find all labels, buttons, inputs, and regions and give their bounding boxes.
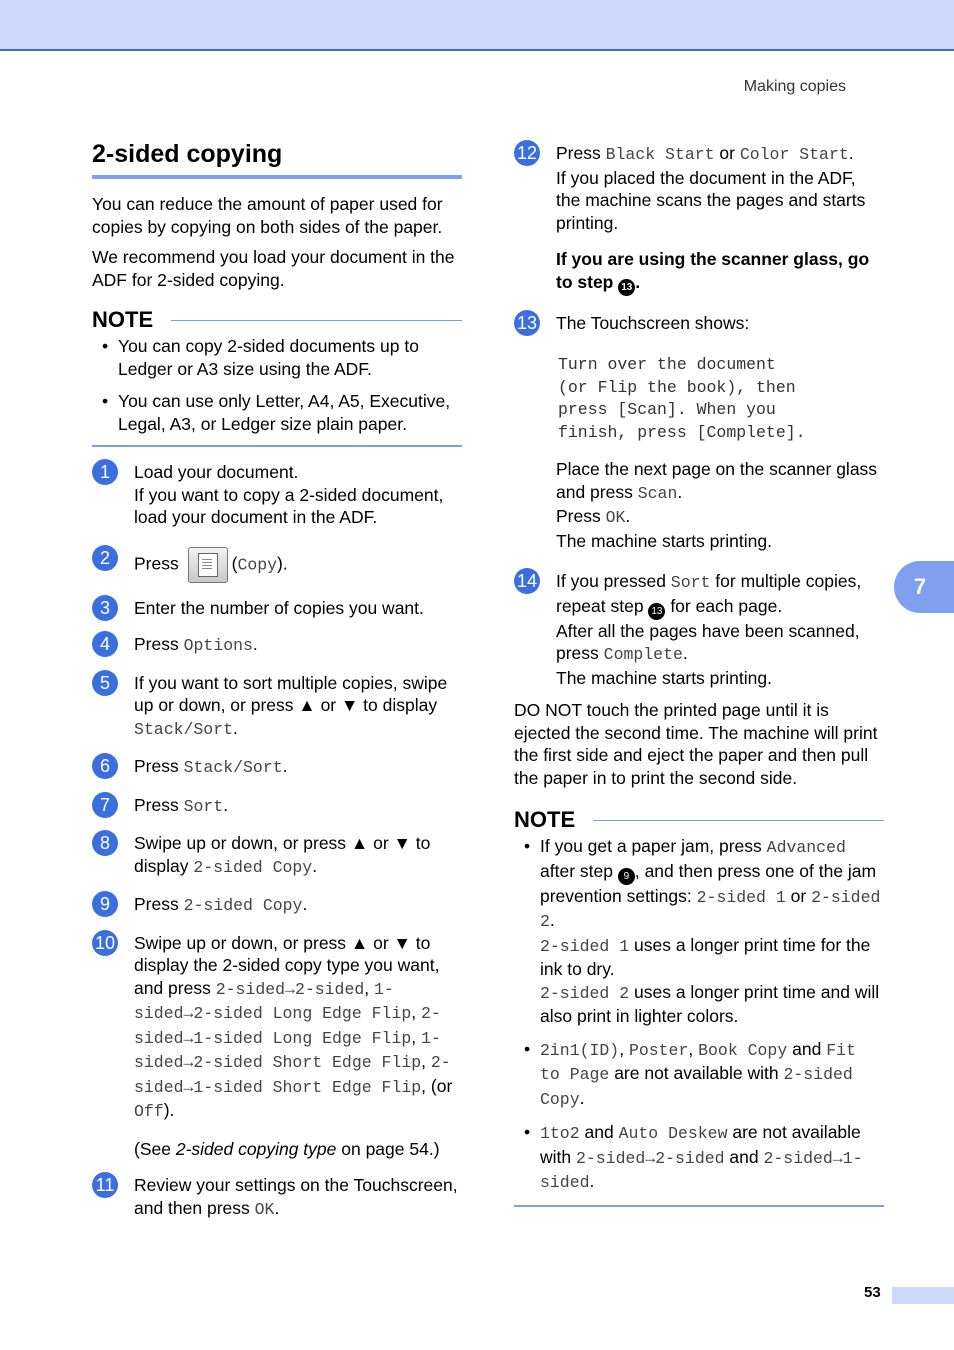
step-number: 12 [514, 140, 540, 166]
step-text: If you want to copy a 2-sided document, load your document in the ADF. [134, 484, 444, 527]
option-code: 2-sided→1-sided Short Edge Flip [134, 1053, 451, 1097]
bold-text: If you are using the scanner glass, go to step [556, 249, 870, 292]
step-number: 1 [92, 459, 118, 485]
intro-paragraph-1: You can reduce the amount of paper used for copies by copying on both sides of the paper. [92, 194, 443, 237]
note-label: NOTE [514, 807, 576, 832]
copy-icon[interactable] [188, 547, 228, 583]
step-number: 10 [92, 930, 118, 956]
header-bar [0, 0, 954, 51]
step-number: 11 [92, 1172, 118, 1198]
step-code: Black Start [605, 145, 715, 164]
screen-line: Turn over the document [558, 355, 776, 374]
screen-line: (or Flip the book), then [558, 377, 796, 397]
step-text: or [719, 143, 735, 163]
step-number: 2 [92, 545, 118, 571]
step-code: Stack/Sort [183, 758, 283, 777]
note-code: 2-sided→1-sided [540, 1148, 863, 1192]
place-text: Place the next page on the scanner glass and press [556, 459, 878, 502]
note-label: NOTE [92, 307, 154, 332]
step-ref-icon: 13 [648, 603, 665, 620]
step-code: Scan [637, 483, 678, 503]
step-code: Sort [670, 573, 711, 592]
note-heading [514, 807, 884, 833]
note-heading [92, 307, 462, 333]
page-number-bar [892, 1287, 954, 1304]
step-11: 11 Review your settings on the Touchscreen, and then press OK. [92, 1174, 462, 1221]
note-item: • 1to2 and Auto Deskew are not available with 2-sided→2-sided and 2-sided→1-sided. [540, 1121, 884, 1195]
section-header: Making copies [743, 78, 846, 95]
note-text: and [584, 1122, 614, 1142]
touchscreen-message [558, 354, 884, 444]
note-text: and [729, 1146, 759, 1167]
after-text: After all the pages have been scanned, press [556, 620, 860, 663]
step-text: Load your document. [134, 462, 299, 482]
note-text: or [790, 885, 807, 906]
step-code: 2-sided Copy [193, 857, 313, 877]
step-text: The Touchscreen shows: [556, 312, 750, 333]
step-number: 8 [92, 830, 118, 856]
note-code: 2-sided 2 [540, 983, 630, 1003]
step-code: Stack/Sort [134, 719, 234, 739]
note-code: 2-sided Copy [540, 1065, 853, 1109]
step-1 [92, 461, 462, 529]
note-text: after step [540, 860, 613, 881]
step-10: 10 Swipe up or down, or press ▲ or ▼ to display the 2-sided copy type you want, and press 2-sided→2-sided, 1-sided→2-sided Long Edge Flip, 2-sided→1-sided Long Edge Flip, 1-sided→2-sided Short Edge Flip, 2-sided→1-sided Short Edge Flip, (or Off). (See 2-sided copying type on page 54.) [92, 932, 462, 1161]
screen-line: press [Scan]. When you [558, 400, 776, 419]
step-3 [92, 597, 462, 620]
step-text: If you placed the document in the ADF, the machine scans the pages and starts printing. [556, 167, 866, 233]
step-number: 9 [92, 891, 118, 917]
see-suffix: on page 54.) [341, 1138, 440, 1159]
step-text: Press [134, 756, 179, 776]
note-item: • You can copy 2-sided documents up to Ledger or A3 size using the ADF. [118, 335, 462, 380]
note-code: Book Copy [698, 1040, 788, 1060]
note-code: 1to2 [540, 1124, 580, 1143]
note-code: 2-sided→2-sided [576, 1148, 725, 1168]
step-text: Enter the number of copies you want. [134, 597, 424, 618]
see-link[interactable]: 2-sided copying type [175, 1138, 337, 1159]
note-text: are not available with [614, 1063, 779, 1083]
step-text: Press [556, 143, 601, 163]
step-text: The machine starts printing. [556, 667, 772, 688]
step-2: 2 Press (Copy). [92, 547, 462, 583]
note-text: are not available with [540, 1122, 861, 1167]
note-rule [593, 820, 884, 821]
note-code: Auto Deskew [618, 1124, 728, 1143]
note-end-rule [92, 445, 462, 447]
step-4: 4 Press Options. [92, 633, 462, 658]
page-number: 53 [864, 1284, 881, 1301]
note-text: , and then press one of the jam prevention settings: [540, 860, 877, 906]
note-item: • 2in1(ID), Poster, Book Copy and Fit to Page are not available with 2-sided Copy. [540, 1038, 884, 1112]
step-8: 8 Swipe up or down, or press ▲ or ▼ to display 2-sided Copy. [92, 832, 462, 879]
note-code: 2-sided 2 [540, 887, 881, 931]
note-list [514, 835, 884, 1195]
screen-line: finish, press [Complete]. [558, 422, 806, 442]
step-number: 14 [514, 568, 540, 594]
left-column [92, 140, 462, 1221]
step-number: 13 [514, 310, 540, 336]
option-code: 2-sided→2-sided [215, 979, 365, 999]
intro-paragraph-2: We recommend you load your document in the ADF for 2-sided copying. [92, 247, 455, 290]
note-text: uses a longer print time and will also print in lighter colors. [540, 981, 880, 1026]
step-text: (or [430, 1075, 453, 1096]
step-14 [514, 570, 884, 689]
note-text: uses a longer print time for the ink to dry. [540, 934, 871, 979]
press-text: Press [556, 506, 601, 526]
step-number: 4 [92, 631, 118, 657]
step-text: Review your settings on the Touchscreen, and then press [134, 1175, 458, 1218]
note-code: Fit to Page [540, 1040, 856, 1084]
step-code: Sort [183, 796, 224, 816]
step-text: Press [134, 634, 179, 654]
note-item: • You can use only Letter, A4, A5, Executive, Legal, A3, or Ledger size plain paper. [118, 390, 462, 435]
step-bold-note: If you are using the scanner glass, go to step 13 . [556, 248, 884, 296]
note-end-rule [514, 1205, 884, 1207]
step-number: 5 [92, 670, 118, 696]
step-text: If you want to sort multiple copies, swipe up or down, or press ▲ or ▼ to display [134, 672, 448, 715]
step-text: Swipe up or down, or press ▲ or ▼ to display [134, 833, 431, 876]
warning-paragraph: DO NOT touch the printed page until it is ejected the second time. The machine will print the first side and eject the paper and then pull the paper in to print the second side. [514, 700, 878, 788]
step-12: 12 Press Black Start or Color Start. If you placed the document in the ADF, the machine scans the pages and starts printing. If you are using the scanner glass, go to step 13 . [514, 142, 884, 296]
step-text: Press [134, 794, 179, 815]
note-list [92, 335, 462, 435]
step-text: Press [134, 894, 179, 914]
step-7: 7 Press Sort. [92, 794, 462, 819]
note-code: Poster [628, 1040, 689, 1060]
step-ref-icon: 13 [618, 279, 635, 296]
step-text: The machine starts printing. [556, 530, 772, 551]
see-reference [134, 1138, 462, 1161]
note-code: 2-sided 1 [540, 936, 630, 956]
step-number: 3 [92, 595, 118, 621]
option-code: 1-sided→2-sided Short Edge Flip [134, 1028, 441, 1072]
note-text: If you get a paper jam, press [540, 836, 762, 856]
step-code: Copy [237, 555, 278, 575]
step-code: Complete [603, 645, 683, 664]
note-rule [171, 320, 462, 321]
right-column [514, 142, 884, 1207]
step-code: OK [605, 508, 626, 527]
step-code: Color Start [739, 145, 849, 164]
option-code: 2-sided→1-sided Long Edge Flip [134, 1004, 441, 1048]
step-code: Options [183, 636, 253, 655]
option-code: Off [134, 1102, 164, 1121]
step-number: 7 [92, 792, 118, 818]
step-9: 9 Press 2-sided Copy. [92, 893, 462, 918]
step-text: for multiple copies, repeat step [556, 571, 862, 616]
step-ref-icon: 9 [618, 868, 635, 885]
step-text: After all the pages have been scanned, press Complete. [556, 620, 860, 664]
option-code: 1-sided→2-sided Long Edge Flip [134, 979, 412, 1023]
step-text: Swipe up or down, or press ▲ or ▼ to display the 2-sided copy type you want, and press [134, 932, 440, 998]
note-code: Advanced [766, 838, 846, 857]
step-code: OK [254, 1199, 275, 1219]
step-6: 6 Press Stack/Sort. [92, 755, 462, 780]
note-code: 2-sided 1 [696, 887, 786, 907]
chapter-tab: 7 [894, 561, 954, 613]
step-text: for each page. [670, 595, 783, 616]
step-code: 2-sided Copy [183, 896, 303, 915]
step-text: Place the next page on the scanner glass and press Scan. [556, 459, 878, 503]
note-code: 2in1(ID) [540, 1040, 620, 1060]
step-13 [514, 312, 884, 553]
step-5: 5 If you want to sort multiple copies, swipe up or down, or press ▲ or ▼ to display Stack/Sort. [92, 672, 462, 742]
step-text: If you pressed [556, 571, 666, 591]
see-prefix: (See [134, 1138, 171, 1159]
page-title: 2-sided copying [92, 140, 462, 179]
step-text: Press [134, 553, 179, 574]
note-text: and [792, 1038, 822, 1059]
note-item: • If you get a paper jam, press Advanced after step 9 , and then press one of the jam prevention settings: 2-sided 1 or 2-sided 2. 2-sided 1 uses a longer print time for the ink to dry. 2-sided 2 uses a longer print time and will also print in lighter colors. [540, 835, 884, 1028]
step-text: Press OK. [556, 506, 631, 527]
step-number: 6 [92, 753, 118, 779]
